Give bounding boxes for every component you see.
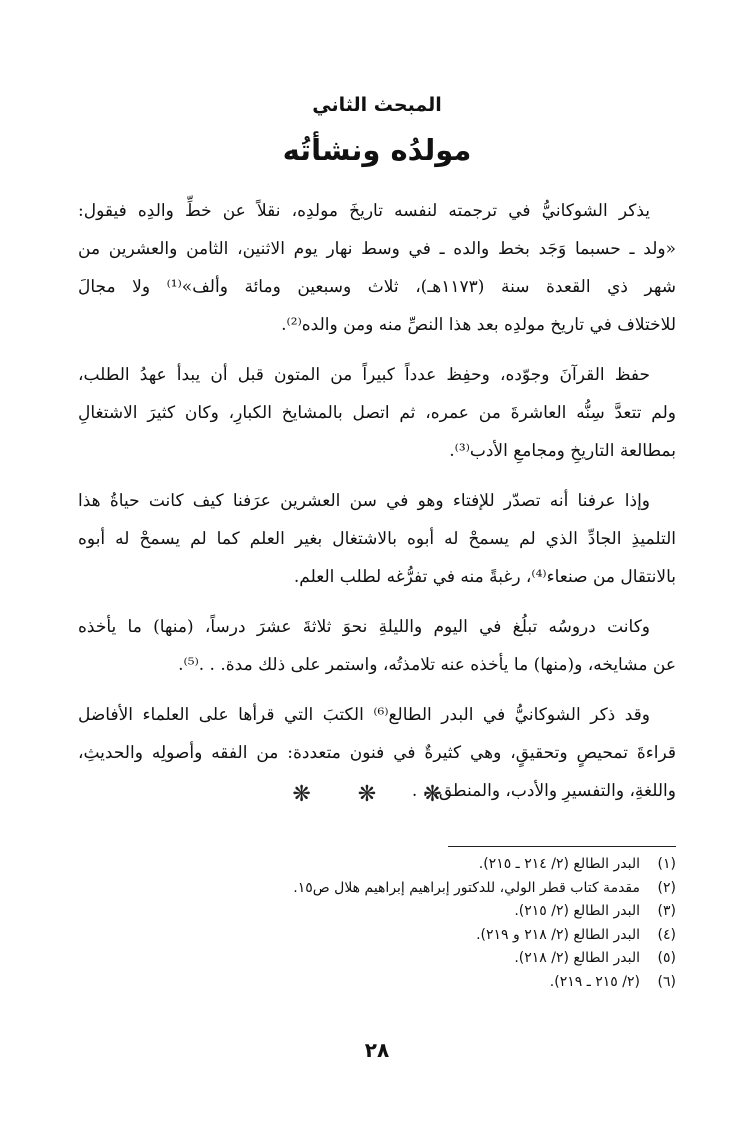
footnote-number: (٤) (657, 926, 676, 943)
text-line: يذكر الشوكانيُّ في ترجمته لنفسه تاريخَ مولدِه، نقلاً عن خطِّ والدِه فيقول: (78, 201, 650, 221)
text-line: قراءةَ تمحيصٍ وتحقيقٍ، وهي كثيرةٌ في فنون متعددة: من الفقه وأصولِه والحديثِ، (78, 743, 676, 763)
footnotes (78, 853, 676, 994)
footnote-number: (٦) (657, 973, 676, 990)
body-text (78, 192, 676, 822)
footnote (78, 853, 676, 877)
page-number: ٢٨ (364, 1038, 390, 1062)
footnote-number: (٢) (657, 879, 676, 896)
text-line: بالانتقال من صنعاء⁽⁴⁾، رغبةً منه في تفرُّغه لطلب العلم. (293, 567, 676, 587)
text-line: عن مشايخه، و(منها) ما يأخذه عنه تلامذتُه، واستمر على ذلك مدة. . .⁽⁵⁾. (178, 655, 676, 675)
text-line: وإذا عرفنا أنه تصدّر للإفتاء وهو في سن العشرين عرَفنا كيف كانت حياةُ هذا (78, 491, 650, 511)
footnote-number: (٣) (657, 903, 676, 919)
footnote-text: مقدمة كتاب قطر الولي، للدكتور إبراهيم إبراهيم هلال ص١٥. (293, 879, 640, 896)
footnote (78, 947, 676, 971)
footnote (78, 971, 676, 995)
text-line: «ولد ـ حسبما وَجَد بخط والده ـ في وسط نهار يوم الاثنين، الثامن والعشرين من (78, 239, 676, 259)
text-line: وقد ذكر الشوكانيُّ في البدر الطالع⁽⁶⁾ الكتبَ التي قرأها على العلماء الأفاضل (78, 705, 650, 725)
footnote (78, 924, 676, 948)
footnote (78, 877, 676, 901)
footnote-number: (١) (657, 856, 676, 872)
footnote-number: (٥) (657, 950, 676, 966)
section-label: المبحث الثاني (312, 94, 442, 116)
footnote-text: (٢/ ٢١٥ ـ ٢١٩). (549, 973, 640, 990)
footnote-text: البدر الطالع (٢/ ٢١٥). (514, 903, 640, 919)
text-line: ولم تتعدَّ سِنُّه العاشرةَ من عمره، ثم اتصل بالمشايخ الكبارِ، وكان كثيرَ الاشتغالِ (78, 403, 676, 423)
section-divider-ornaments: ❋ ❋ ❋ (292, 782, 462, 807)
text-line: بمطالعة التاريخِ ومجامعِ الأدب⁽³⁾. (449, 441, 676, 461)
chapter-title: مولدُه ونشأتُه (282, 133, 472, 167)
text-line: شهر ذي القعدة سنة (١١٧٣هـ)، ثلاث وسبعين ومائة وألف»⁽¹⁾ ولا مجالَ (78, 277, 676, 297)
paragraph (78, 192, 676, 344)
paragraph (78, 356, 676, 470)
footnote-text: البدر الطالع (٢/ ٢١٨ و ٢١٩). (476, 926, 640, 943)
footnote-separator-rule (448, 846, 676, 847)
text-line: التلميذِ الجادِّ الذي لم يسمحْ له أبوه بالاشتغال بغير العلم كما لم يسمحْ له أبوه (78, 529, 676, 549)
text-line: واللغةِ، والتفسيرِ والأدب، والمنطق. . . (411, 781, 676, 801)
footnote (78, 900, 676, 924)
text-line: حفظ القرآنَ وجوّده، وحفِظ عدداً كبيراً من المتون قبل أن يبدأ عهدُ الطلب، (78, 365, 650, 385)
footnote-text: البدر الطالع (٢/ ٢١٨). (514, 950, 640, 966)
paragraph (78, 608, 676, 684)
text-line: وكانت دروسُه تبلُغ في اليوم والليلةِ نحوَ ثلاثةَ عشرَ درساً، (منها) ما يأخذه (78, 617, 650, 637)
text-line: للاختلاف في تاريخ مولدِه بعد هذا النصِّ منه ومن والده⁽²⁾. (281, 315, 676, 335)
footnote-text: البدر الطالع (٢/ ٢١٤ ـ ٢١٥). (478, 856, 640, 872)
paragraph (78, 482, 676, 596)
